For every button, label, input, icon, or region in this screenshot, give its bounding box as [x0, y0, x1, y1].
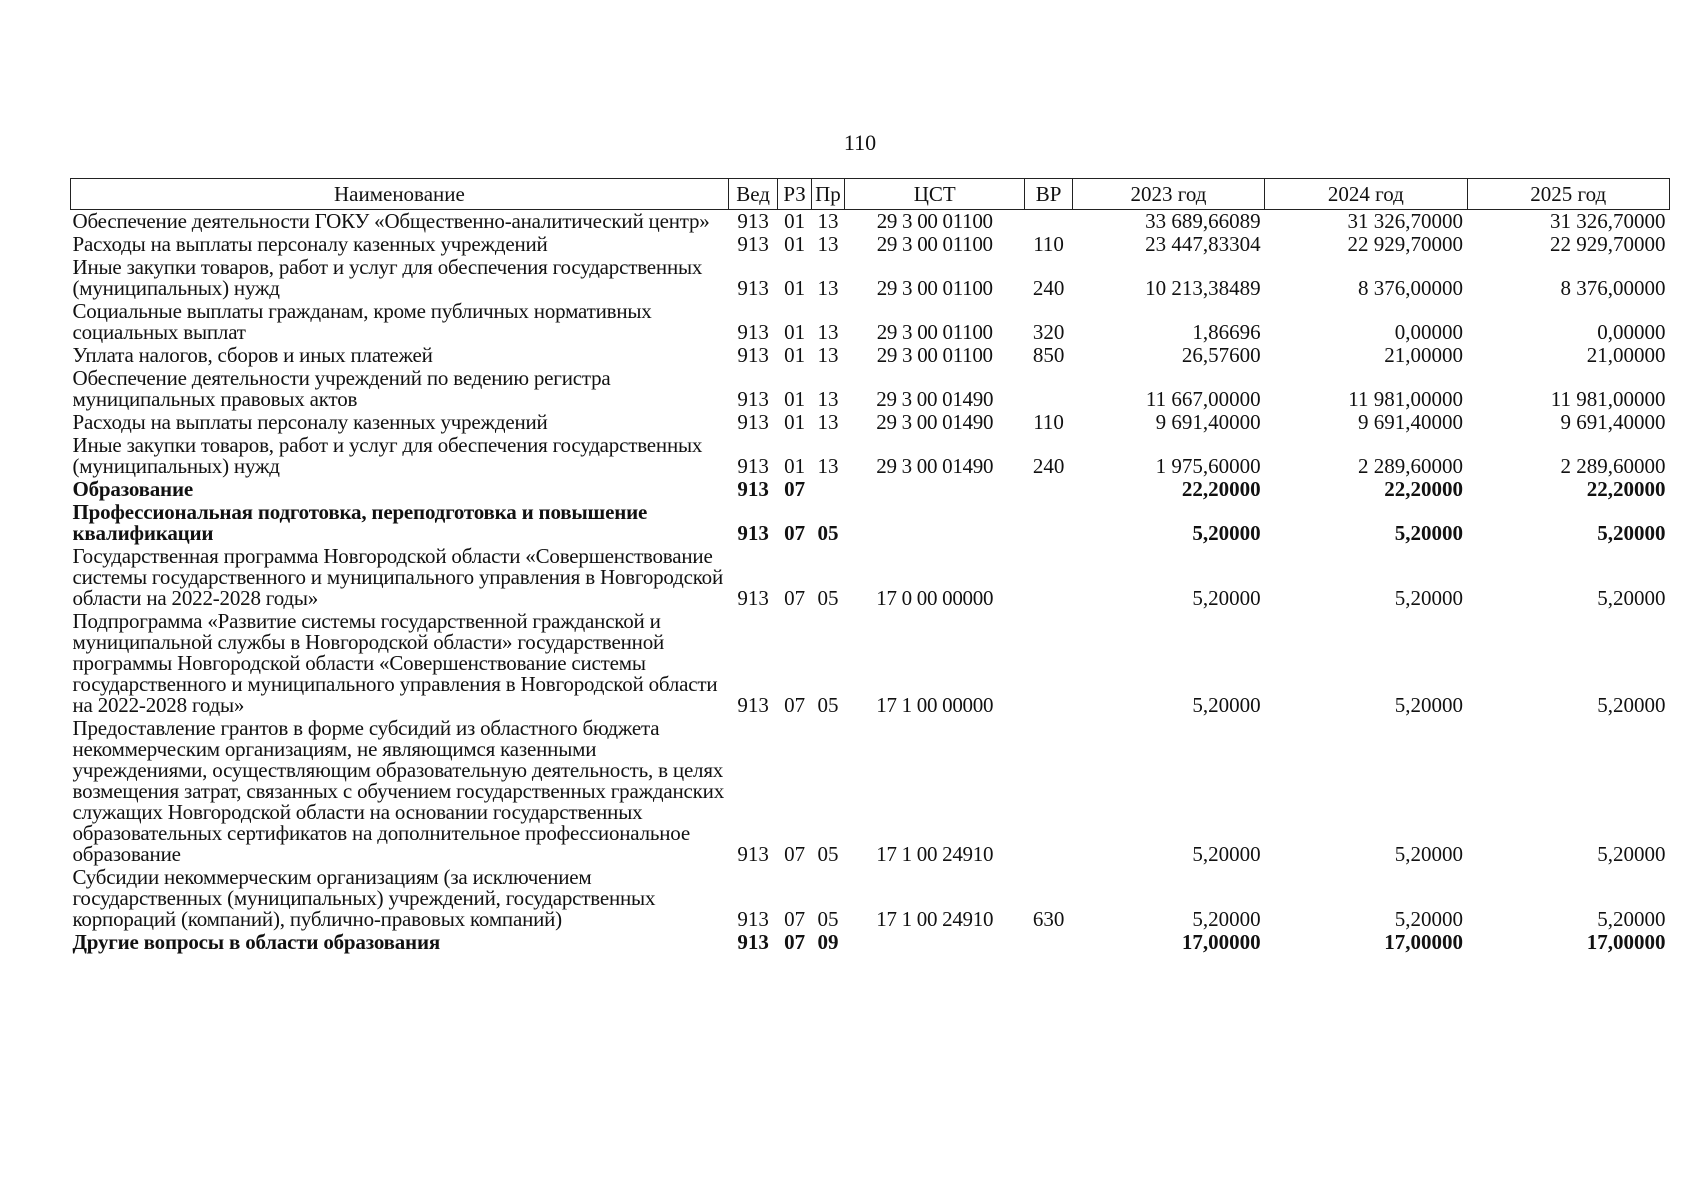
row-name: Подпрограмма «Развитие системы государственной гражданской и муниципальной службы в Новгородской области» государственной программы Новгородской области «Совершенствование системы государственного и муниципального управления в Новгородской области на 2022-2028 годы» [72, 609, 718, 717]
row-pr: 13 [817, 343, 839, 367]
row-rz: 07 [784, 907, 806, 931]
row-rz: 07 [784, 930, 806, 954]
row-2024: 5,20000 [1394, 521, 1464, 545]
row-2025: 5,20000 [1597, 842, 1666, 866]
row-2024: 31 326,70000 [1347, 209, 1464, 233]
table-body [71, 210, 1670, 955]
row-rz: 01 [784, 320, 806, 344]
page-number: 110 [843, 130, 877, 155]
header-ved: Вед [728, 179, 778, 210]
row-2023: 23 447,83304 [1145, 232, 1261, 256]
row-ved: 913 [737, 209, 769, 233]
table-row [71, 256, 1670, 300]
header-vr: ВР [1025, 179, 1073, 210]
row-2023: 5,20000 [1192, 907, 1261, 931]
row-2023: 1,86696 [1192, 320, 1261, 344]
row-vr: 850 [1032, 343, 1065, 367]
row-ved: 913 [737, 232, 769, 256]
row-pr: 13 [817, 387, 839, 411]
row-vr [1025, 501, 1073, 545]
row-name: Обеспечение деятельности учреждений по ведению регистра муниципальных правовых актов [72, 366, 611, 411]
row-2025: 22 929,70000 [1550, 232, 1666, 256]
row-pr: 05 [817, 521, 839, 545]
row-2025: 11 981,00000 [1550, 387, 1666, 411]
row-2025: 17,00000 [1586, 930, 1666, 954]
row-cst: 29 3 00 01100 [876, 276, 993, 300]
row-2023: 1 975,60000 [1155, 454, 1261, 478]
row-ved: 913 [737, 907, 769, 931]
table-row [71, 344, 1670, 367]
row-cst [845, 931, 1025, 954]
row-2025: 21,00000 [1586, 343, 1666, 367]
header-rz: РЗ [778, 179, 811, 210]
row-vr: 320 [1032, 320, 1065, 344]
row-pr: 05 [817, 907, 839, 931]
row-vr [1025, 931, 1073, 954]
row-2023: 11 667,00000 [1145, 387, 1261, 411]
row-vr: 240 [1032, 276, 1065, 300]
row-2023: 5,20000 [1192, 586, 1261, 610]
row-2023: 5,20000 [1192, 521, 1261, 545]
row-name: Другие вопросы в области образования [72, 930, 441, 954]
row-2025: 0,00000 [1597, 320, 1666, 344]
table-row [71, 545, 1670, 610]
row-ved: 913 [737, 454, 769, 478]
row-cst: 17 0 00 00000 [876, 586, 994, 610]
table-row [71, 434, 1670, 478]
row-cst: 17 1 00 24910 [876, 842, 994, 866]
table-row [71, 367, 1670, 411]
row-ved: 913 [737, 586, 769, 610]
row-2024: 22 929,70000 [1347, 232, 1464, 256]
budget-table [70, 178, 1670, 954]
row-ved: 913 [737, 387, 769, 411]
row-vr [1025, 478, 1073, 501]
row-2023: 33 689,66089 [1145, 209, 1261, 233]
row-name: Субсидии некоммерческим организациям (за исключением государственных (муниципальных) учреждений, государственных корпораций (компаний), публично-правовых компаний) [72, 865, 656, 931]
table-row [71, 411, 1670, 434]
row-name: Уплата налогов, сборов и иных платежей [72, 343, 433, 367]
row-ved: 913 [737, 930, 769, 954]
row-name: Иные закупки товаров, работ и услуг для обеспечения государственных (муниципальных) нужд [72, 255, 703, 300]
row-2025: 2 289,60000 [1560, 454, 1666, 478]
header-name: Наименование [71, 179, 729, 210]
row-rz: 01 [784, 276, 806, 300]
row-cst [845, 501, 1025, 545]
table-row [71, 610, 1670, 717]
row-rz: 01 [784, 343, 806, 367]
row-pr: 13 [817, 276, 839, 300]
row-2025: 5,20000 [1597, 693, 1666, 717]
row-cst: 29 3 00 01490 [876, 387, 994, 411]
row-2023: 10 213,38489 [1145, 276, 1261, 300]
table-row [71, 478, 1670, 501]
row-name: Иные закупки товаров, работ и услуг для обеспечения государственных (муниципальных) нужд [72, 433, 703, 478]
row-2024: 21,00000 [1384, 343, 1464, 367]
row-rz: 07 [784, 477, 806, 501]
row-rz: 01 [784, 209, 806, 233]
row-pr: 13 [817, 209, 839, 233]
row-ved: 913 [737, 477, 769, 501]
row-pr: 13 [817, 410, 839, 434]
row-pr: 05 [817, 586, 839, 610]
row-2024: 5,20000 [1394, 907, 1464, 931]
row-2025: 22,20000 [1586, 477, 1666, 501]
row-cst: 29 3 00 01100 [876, 232, 993, 256]
row-rz: 07 [784, 693, 806, 717]
row-pr: 13 [817, 232, 839, 256]
row-2024: 9 691,40000 [1358, 410, 1464, 434]
row-cst: 29 3 00 01100 [876, 209, 993, 233]
row-pr [811, 478, 844, 501]
row-name: Профессиональная подготовка, переподготовка и повышение квалификации [72, 500, 648, 545]
row-ved: 913 [737, 343, 769, 367]
row-pr: 05 [817, 693, 839, 717]
row-2024: 5,20000 [1394, 693, 1464, 717]
header-cst: ЦСТ [845, 179, 1025, 210]
row-cst: 17 1 00 00000 [876, 693, 994, 717]
row-2025: 31 326,70000 [1550, 209, 1666, 233]
row-name: Государственная программа Новгородской области «Совершенствование системы государственного и муниципального управления в Новгородской области на 2022-2028 годы» [72, 544, 723, 610]
table-header [71, 179, 1670, 210]
row-ved: 913 [737, 521, 769, 545]
row-cst: 29 3 00 01100 [876, 343, 993, 367]
row-vr: 110 [1033, 232, 1064, 256]
row-name: Обеспечение деятельности ГОКУ «Общественно-аналитический центр» [72, 209, 710, 233]
table-row [71, 300, 1670, 344]
row-rz: 01 [784, 454, 806, 478]
table-row [71, 233, 1670, 256]
header-2025: 2025 год [1467, 179, 1669, 210]
row-cst: 17 1 00 24910 [876, 907, 994, 931]
row-ved: 913 [737, 410, 769, 434]
row-rz: 07 [784, 586, 806, 610]
row-vr [1025, 610, 1073, 717]
row-rz: 01 [784, 387, 806, 411]
row-2025: 8 376,00000 [1560, 276, 1666, 300]
row-pr: 09 [817, 930, 839, 954]
row-2023: 5,20000 [1192, 842, 1261, 866]
row-2024: 5,20000 [1394, 586, 1464, 610]
row-vr [1025, 717, 1073, 866]
row-2023: 22,20000 [1181, 477, 1261, 501]
row-pr: 05 [817, 842, 839, 866]
row-name: Социальные выплаты гражданам, кроме публичных нормативных социальных выплат [72, 299, 652, 344]
row-rz: 01 [784, 410, 806, 434]
row-2024: 5,20000 [1394, 842, 1464, 866]
header-pr: Пр [811, 179, 844, 210]
row-cst: 29 3 00 01490 [876, 410, 994, 434]
row-2024: 8 376,00000 [1358, 276, 1464, 300]
row-rz: 07 [784, 842, 806, 866]
row-2024: 0,00000 [1394, 320, 1464, 344]
row-vr: 110 [1033, 410, 1064, 434]
row-pr: 13 [817, 454, 839, 478]
row-ved: 913 [737, 842, 769, 866]
row-2023: 9 691,40000 [1155, 410, 1261, 434]
table-row [71, 717, 1670, 866]
row-2024: 2 289,60000 [1358, 454, 1464, 478]
row-ved: 913 [737, 320, 769, 344]
row-2025: 5,20000 [1597, 586, 1666, 610]
row-vr [1025, 367, 1073, 411]
row-cst: 29 3 00 01100 [876, 320, 993, 344]
header-2024: 2024 год [1265, 179, 1467, 210]
row-vr [1025, 545, 1073, 610]
row-vr [1025, 210, 1073, 234]
row-2023: 17,00000 [1181, 930, 1261, 954]
header-2023: 2023 год [1072, 179, 1264, 210]
row-2025: 5,20000 [1597, 907, 1666, 931]
row-name: Предоставление грантов в форме субсидий из областного бюджета некоммерческим организациям, не являющимся казенными учреждениями, осуществляющим образовательную деятельность, в целях возмещения затрат, связанных с обучением государственных гражданских служащих Новгородской области на основании государственных образовательных сертификатов на дополнительное профессиональное образование [72, 716, 725, 866]
row-rz: 01 [784, 232, 806, 256]
row-cst: 29 3 00 01490 [876, 454, 994, 478]
row-2024: 11 981,00000 [1348, 387, 1464, 411]
row-vr: 240 [1032, 454, 1065, 478]
row-ved: 913 [737, 693, 769, 717]
row-2025: 5,20000 [1597, 521, 1666, 545]
row-vr: 630 [1032, 907, 1065, 931]
row-name: Расходы на выплаты персоналу казенных учреждений [72, 232, 548, 256]
row-name: Расходы на выплаты персоналу казенных учреждений [72, 410, 548, 434]
table-row [71, 210, 1670, 234]
row-name: Образование [72, 477, 193, 501]
table-row [71, 501, 1670, 545]
row-2024: 17,00000 [1384, 930, 1464, 954]
row-2023: 5,20000 [1192, 693, 1261, 717]
row-pr: 13 [817, 320, 839, 344]
row-ved: 913 [737, 276, 769, 300]
row-rz: 07 [784, 521, 806, 545]
row-2023: 26,57600 [1181, 343, 1261, 367]
table-row [71, 866, 1670, 931]
table-row [71, 931, 1670, 954]
row-2025: 9 691,40000 [1560, 410, 1666, 434]
row-cst [845, 478, 1025, 501]
row-2024: 22,20000 [1384, 477, 1464, 501]
